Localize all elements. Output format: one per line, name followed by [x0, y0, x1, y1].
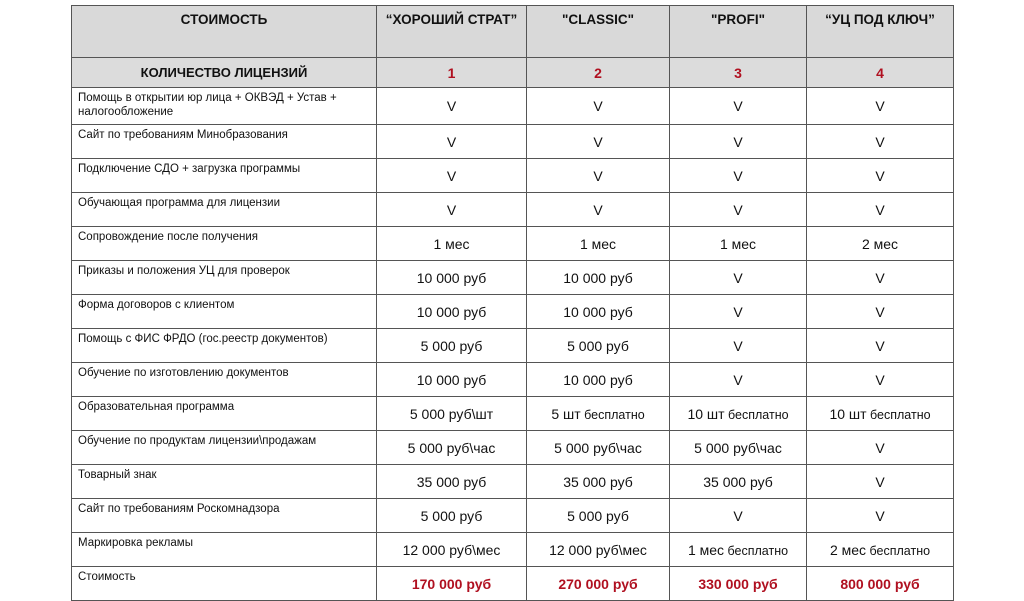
row-value-text: 5 000 руб\шт: [409, 405, 494, 422]
row-value-text: V: [733, 269, 743, 286]
row-value-text: 10 000 руб: [416, 303, 487, 320]
row-value: [807, 159, 954, 193]
row-label: Форма договоров с клиентом: [72, 295, 377, 329]
row-value: [807, 193, 954, 227]
row-value-text: V: [733, 507, 743, 524]
row-value-text: 5 000 руб\час: [554, 439, 642, 456]
row-value-text: 5 шт: [551, 405, 581, 422]
row-value-text: V: [446, 167, 457, 184]
row-value: [670, 88, 807, 125]
row-value: [807, 499, 954, 533]
table-row: [72, 193, 954, 227]
row-label: Подключение СДО + загрузка программы: [72, 159, 377, 193]
row-value-text: V: [733, 201, 743, 218]
row-value-text: V: [875, 133, 885, 150]
row-value: [527, 227, 670, 261]
row-value: [377, 397, 527, 431]
row-value-text: 10 шт: [687, 405, 725, 422]
row-value: [377, 159, 527, 193]
row-value-text: 35 000 руб: [416, 473, 487, 490]
row-value: [807, 329, 954, 363]
row-value-text: V: [446, 133, 457, 150]
row-value-note: бесплатно: [580, 407, 645, 422]
table-row: [72, 533, 954, 567]
row-value-text: 1 мес: [433, 235, 470, 252]
row-value: [807, 431, 954, 465]
row-value-text: 12 000 руб\мес: [549, 541, 647, 558]
row-value: [670, 227, 807, 261]
row-label: Образовательная программа: [72, 397, 377, 431]
row-value-text: 10 000 руб: [416, 269, 487, 286]
table-row: [72, 159, 954, 193]
row-label: Обучение по изготовлению документов: [72, 363, 377, 397]
row-value-text: 10 000 руб: [416, 371, 487, 388]
row-value: [807, 397, 954, 431]
table-row: [72, 261, 954, 295]
total-row: [72, 567, 954, 601]
header-cost: СТОИМОСТЬ: [72, 6, 377, 58]
row-value-text: V: [875, 98, 885, 114]
row-value-text: 1 мес: [579, 235, 617, 252]
row-value: [670, 159, 807, 193]
row-value-text: V: [875, 337, 885, 354]
row-label: Обучение по продуктам лицензии\продажам: [72, 431, 377, 465]
row-value-text: V: [593, 167, 603, 184]
row-value-note: бесплатно: [724, 543, 789, 558]
header-row: [72, 6, 954, 58]
row-value-text: V: [875, 303, 885, 320]
licenses-value: 4: [807, 58, 954, 88]
total-label: Стоимость: [72, 567, 377, 601]
row-value-text: V: [733, 303, 743, 320]
row-label: Маркировка рекламы: [72, 533, 377, 567]
table-row: [72, 88, 954, 125]
header-plan-good-start: “ХОРОШИЙ СТРАТ”: [377, 6, 527, 58]
row-value: [377, 88, 527, 125]
row-label: Товарный знак: [72, 465, 377, 499]
row-value: [527, 431, 670, 465]
licenses-row: [72, 58, 954, 88]
row-value: [670, 295, 807, 329]
row-value: [377, 329, 527, 363]
row-label: Сайт по требованиям Роскомнадзора: [72, 499, 377, 533]
row-value-text: 12 000 руб\мес: [402, 541, 501, 558]
row-value: [377, 499, 527, 533]
row-value-text: 2 мес: [861, 235, 899, 252]
table-row: [72, 431, 954, 465]
row-value: [377, 227, 527, 261]
row-value: [377, 465, 527, 499]
row-value-text: V: [733, 98, 743, 114]
row-value: [377, 125, 527, 159]
row-value: [377, 295, 527, 329]
row-value: [377, 431, 527, 465]
row-value-text: 5 000 руб: [567, 507, 629, 524]
row-value: [377, 261, 527, 295]
row-value-text: 5 000 руб\час: [694, 439, 782, 456]
row-value-text: 5 000 руб: [420, 337, 483, 354]
row-value: [527, 159, 670, 193]
row-value-text: 35 000 руб: [563, 473, 633, 490]
table-row: [72, 499, 954, 533]
row-value-text: 2 мес: [829, 541, 867, 558]
row-value-text: 10 шт: [829, 405, 867, 422]
row-value-text: V: [733, 133, 743, 150]
row-value: [807, 125, 954, 159]
row-value: [670, 363, 807, 397]
total-value: 170 000 руб: [377, 567, 527, 601]
row-value-text: V: [875, 371, 885, 388]
pricing-table: [71, 5, 954, 601]
total-value: 270 000 руб: [527, 567, 670, 601]
table-row: [72, 329, 954, 363]
row-value: [807, 295, 954, 329]
table-row: [72, 125, 954, 159]
row-value-text: V: [733, 167, 743, 184]
table-row: [72, 227, 954, 261]
row-value: [527, 261, 670, 295]
licenses-value: 1: [377, 58, 527, 88]
row-value-text: V: [875, 473, 885, 490]
row-value-text: V: [875, 167, 885, 184]
table-row: [72, 295, 954, 329]
row-value: [527, 295, 670, 329]
row-value: [670, 431, 807, 465]
row-label: Помощь с ФИС ФРДО (гос.реестр документов): [72, 329, 377, 363]
row-label: Сайт по требованиям Минобразования: [72, 125, 377, 159]
row-value: [670, 261, 807, 295]
row-value-text: V: [593, 133, 603, 150]
row-value-text: 5 000 руб: [420, 507, 483, 524]
row-value-text: V: [593, 201, 603, 218]
table-row: [72, 363, 954, 397]
row-value-note: бесплатно: [866, 543, 931, 558]
row-value-text: 1 мес: [719, 235, 757, 252]
row-value: [807, 363, 954, 397]
row-value-note: бесплатно: [866, 407, 931, 422]
header-plan-turnkey: “УЦ ПОД КЛЮЧ”: [807, 6, 954, 58]
row-label: Сопровождение после получения: [72, 227, 377, 261]
row-value: [670, 329, 807, 363]
row-value: [670, 397, 807, 431]
row-value: [807, 261, 954, 295]
row-value: [670, 193, 807, 227]
total-value: 800 000 руб: [807, 567, 954, 601]
row-value-text: V: [733, 371, 743, 388]
row-value-text: V: [593, 98, 603, 114]
row-value-text: V: [875, 269, 885, 286]
licenses-label: КОЛИЧЕСТВО ЛИЦЕНЗИЙ: [72, 58, 377, 88]
row-value: [670, 465, 807, 499]
row-value: [670, 533, 807, 567]
total-value: 330 000 руб: [670, 567, 807, 601]
row-value-text: 1 мес: [687, 541, 725, 558]
header-plan-profi: "PROFI": [670, 6, 807, 58]
row-label: Обучающая программа для лицензии: [72, 193, 377, 227]
row-value-text: V: [875, 201, 885, 218]
row-value: [807, 533, 954, 567]
row-value-text: 35 000 руб: [703, 473, 773, 490]
row-label: Приказы и положения УЦ для проверок: [72, 261, 377, 295]
row-value-text: V: [446, 98, 457, 114]
row-value: [527, 465, 670, 499]
row-value: [807, 227, 954, 261]
row-value-text: V: [875, 507, 885, 524]
row-value: [807, 88, 954, 125]
row-value: [527, 88, 670, 125]
row-value-text: 5 000 руб\час: [407, 439, 496, 456]
row-value: [527, 125, 670, 159]
row-value: [527, 533, 670, 567]
row-value: [527, 499, 670, 533]
row-value: [527, 363, 670, 397]
row-value: [377, 363, 527, 397]
row-value-text: V: [875, 439, 885, 456]
licenses-value: 2: [527, 58, 670, 88]
pricing-table-container: [71, 5, 954, 601]
row-value: [527, 329, 670, 363]
row-value-note: бесплатно: [724, 407, 789, 422]
row-value: [527, 193, 670, 227]
row-value-text: 10 000 руб: [563, 269, 633, 286]
row-label: Помощь в открытии юр лица + ОКВЭД + Устав + налогообложение: [72, 88, 377, 125]
row-value-text: V: [733, 337, 743, 354]
row-value: [670, 125, 807, 159]
row-value-text: V: [446, 201, 457, 218]
licenses-value: 3: [670, 58, 807, 88]
row-value: [527, 397, 670, 431]
row-value: [377, 533, 527, 567]
row-value: [807, 465, 954, 499]
row-value-text: 10 000 руб: [563, 371, 633, 388]
row-value-text: 5 000 руб: [567, 337, 629, 354]
header-plan-classic: "CLASSIC": [527, 6, 670, 58]
row-value-text: 10 000 руб: [563, 303, 633, 320]
table-row: [72, 465, 954, 499]
row-value: [377, 193, 527, 227]
table-row: [72, 397, 954, 431]
row-value: [670, 499, 807, 533]
